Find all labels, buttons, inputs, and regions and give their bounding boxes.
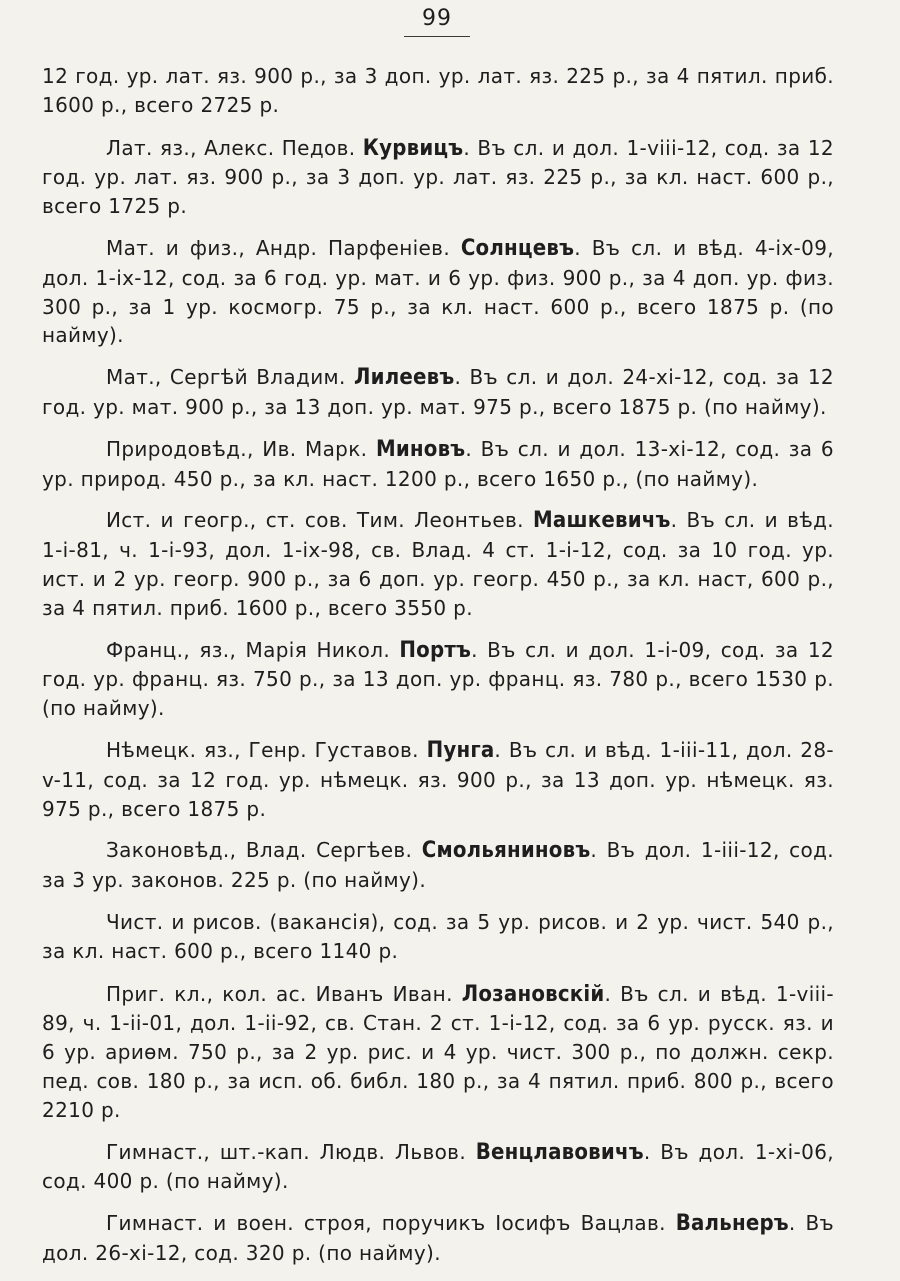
entry-text: . Въ сл. и дол. 24-xi-12, сод. за 12 год. ур. мат. 900 р., за 13 доп. ур. мат. 975 р., всего 1875 р. (по найму). (42, 365, 834, 419)
page-number: 99 (422, 6, 452, 31)
entry-surname: Венцлавовичъ (475, 1139, 644, 1165)
staff-entry (42, 1138, 834, 1197)
entry-text: . Въ дол. 1-xi-06, сод. 400 р. (по найму). (42, 1139, 834, 1194)
staff-entry (42, 636, 834, 723)
entry-text: Чист. и рисов. (вакансія), сод. за 5 ур. рисов. и 2 ур. чист. 540 р., за кл. наст. 600 р., всего 1140 р. (42, 909, 834, 963)
staff-entry (42, 435, 834, 494)
entry-text: . Въ сл. и вѣд. 1-iii-11, дол. 28-v-11, сод. за 12 год. ур. нѣмецк. яз. 900 р., за 13 доп. ур. нѣмецк. яз. 975 р., всего 1875 р. (42, 737, 834, 821)
entry-surname: Портъ (399, 637, 472, 663)
entry-surname: Солнцевъ (460, 235, 575, 261)
entry-text: . Въ сл. и дол. 1-viii-12, сод. за 12 год. ур. лат. яз. 900 р., за 3 доп. ур. лат. яз. 225 р., за кл. наст. 600 р., всего 1725 р. (42, 135, 834, 219)
entry-text: . Въ сл. и вѣд. 1-viii-89, ч. 1-ii-01, дол. 1-ii-92, св. Стан. 2 ст. 1-i-12, сод. за 6 ур. русск. яз. и 6 ур. ариѳм. 750 р., за 2 ур. рис. и 4 ур. чист. 300 р., по должн. секр. пед. сов. 180 р., за исп. об. библ. 180 р., за 4 пятил. приб. 800 р., всего 2210 р. (42, 981, 834, 1122)
staff-entry (42, 736, 834, 823)
entry-text: Гимнаст. и воен. строя, поручикъ Іосифъ Вацлав. (106, 1211, 676, 1236)
entry-list (42, 62, 834, 1281)
entry-text: Франц., яз., Марія Никол. (106, 637, 400, 662)
entry-surname: Курвицъ (362, 135, 464, 161)
entry-text: Законовѣд., Влад. Сергѣев. (106, 838, 422, 863)
entry-surname: Лилеевъ (354, 365, 455, 391)
entry-text: . Въ сл. и вѣд. 4-ix-09, дол. 1-ix-12, сод. за 6 год. ур. мат. и 6 ур. физ. 900 р., за 4 доп. ур. физ. 300 р., за 1 ур. космогр. 75 р., за кл. наст. 600 р., всего 1875 р. (по найму). (42, 235, 834, 348)
staff-entry (42, 836, 834, 895)
entry-text: Ист. и геогр., ст. сов. Тим. Леонтьев. (106, 508, 534, 533)
entry-text: Гимнаст., шт.-кап. Людв. Львов. (106, 1139, 476, 1164)
staff-entry (42, 134, 834, 221)
staff-entry (42, 980, 834, 1125)
entry-surname: Машкевичъ (533, 508, 671, 534)
entry-text: . Въ сл. и вѣд. 1-i-81, ч. 1-i-93, дол. 1-ix-98, св. Влад. 4 ст. 1-i-12, сод. за 10 год. ур. ист. и 2 ур. геогр. 900 р., за 6 доп. ур. геогр. 450 р., за кл. наст, 600 р., за 4 пятил. приб. 1600 р., всего 3550 р. (42, 508, 834, 620)
entry-text: . Въ дол. 26-xi-12, сод. 320 р. (по найму). (42, 1211, 835, 1265)
entry-surname: Пунга (426, 737, 495, 763)
entry-text: . Въ сл. и дол. 13-xi-12, сод. за 6 ур. природ. 450 р., за кл. наст. 1200 р., всего 1650 р., (по найму). (42, 436, 834, 491)
entry-text: Мат. и физ., Андр. Парфеніев. (106, 235, 461, 260)
page-number-rule (404, 36, 470, 37)
entry-text: Природовѣд., Ив. Марк. (106, 436, 376, 461)
staff-entry (42, 234, 834, 350)
staff-entry (42, 1209, 834, 1268)
entry-surname: Вальнеръ (675, 1211, 789, 1237)
staff-entry (42, 506, 834, 622)
entry-text: . Въ дол. 1-iii-12, сод. за 3 ур. законов. 225 р. (по найму). (42, 838, 834, 893)
entry-text: Лат. яз., Алекс. Педов. (106, 135, 363, 160)
entry-surname: Смольяниновъ (421, 838, 591, 864)
entry-surname: Лозановскій (461, 981, 605, 1007)
entry-text: . Въ сл. и дол. 1-i-09, сод. за 12 год. ур. франц. яз. 750 р., за 13 доп. ур. франц. яз. 780 р., всего 1530 р. (по найму). (42, 637, 834, 721)
entry-text: 12 год. ур. лат. яз. 900 р., за 3 доп. ур. лат. яз. 225 р., за 4 пятил. приб. 1600 р., всего 2725 р. (42, 64, 834, 117)
staff-entry (42, 908, 834, 967)
entry-text: Нѣмецк. яз., Генр. Густавов. (106, 737, 427, 762)
staff-entry (42, 363, 834, 422)
entry-surname: Миновъ (375, 436, 466, 462)
entry-text: Мат., Сергѣй Владим. (106, 365, 354, 390)
staff-entry (42, 62, 834, 121)
entry-text: Приг. кл., кол. ас. Иванъ Иван. (106, 981, 462, 1006)
